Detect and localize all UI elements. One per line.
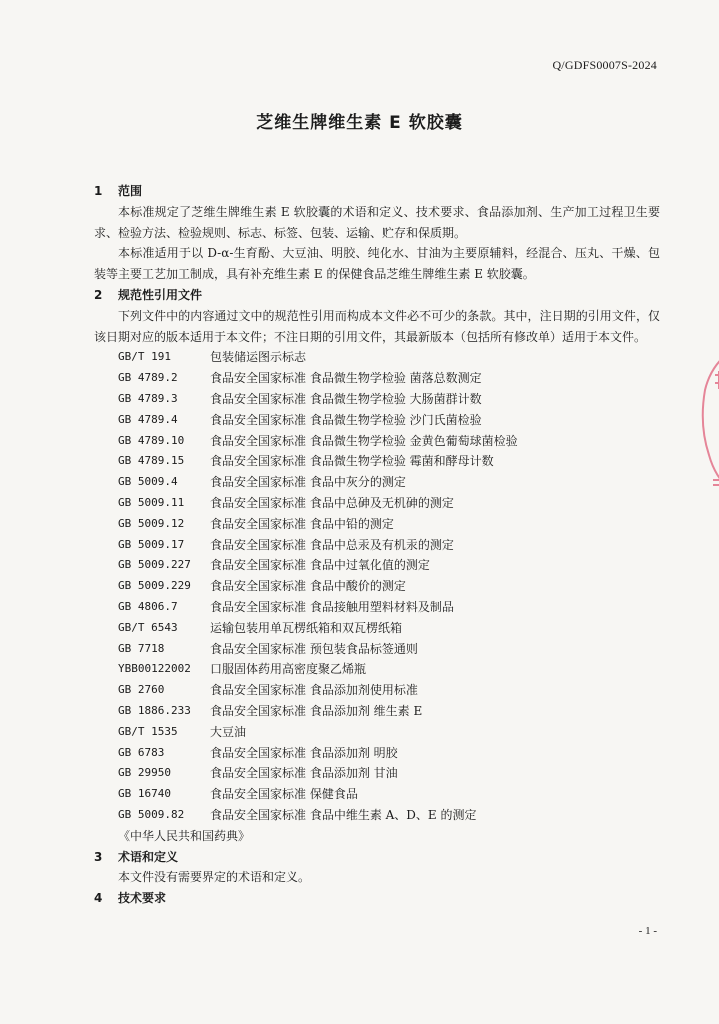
reference-name: 食品安全国家标准 食品中过氧化值的测定 [210, 558, 430, 573]
reference-code: GB 4789.10 [118, 433, 185, 447]
reference-item [94, 784, 660, 805]
reference-name: 食品安全国家标准 食品添加剂 明胶 [210, 745, 398, 760]
reference-code: GB 29950 [118, 766, 171, 780]
reference-code: GB 6783 [118, 745, 165, 759]
section-number: 4 [94, 891, 103, 906]
terms-paragraph: 本文件没有需要界定的术语和定义。 [118, 870, 311, 885]
reference-code: GB/T 191 [118, 350, 171, 364]
reference-name: 食品安全国家标准 食品微生物学检验 大肠菌群计数 [210, 391, 482, 406]
reference-code: GB 5009.4 [118, 475, 178, 489]
reference-code: GB 5009.82 [118, 807, 185, 821]
reference-code: GB 4789.2 [118, 371, 178, 385]
reference-item [94, 639, 660, 660]
reference-item [94, 535, 660, 556]
reference-code: GB 5009.17 [118, 537, 185, 551]
section-3-heading [94, 847, 660, 868]
reference-code: GB 1886.233 [118, 703, 191, 717]
seal-stamp-icon [701, 345, 719, 495]
standard-code: Q/GDFS0007S-2024 [552, 58, 657, 72]
reference-code: GB 4789.15 [118, 454, 185, 468]
section-title: 术语和定义 [118, 849, 179, 864]
references-intro-paragraph: 下列文件中的内容通过文中的规范性引用而构成本文件必不可少的条款。其中，注日期的引用文件，仅该日期对应的版本适用于本文件；不注日期的引用文件，其最新版本（包括所有修改单）适用于本文件。 [94, 308, 660, 344]
reference-name: 食品安全国家标准 食品接触用塑料材料及制品 [210, 599, 454, 614]
reference-name: 食品安全国家标准 食品微生物学检验 霉菌和酵母计数 [210, 454, 494, 469]
reference-item [94, 347, 660, 368]
document-title: 芝维生牌维生素 E 软胶囊 [256, 113, 463, 133]
reference-code: GB 7718 [118, 641, 165, 655]
reference-code: GB 5009.227 [118, 558, 191, 572]
reference-item [94, 389, 660, 410]
reference-name: 食品安全国家标准 食品添加剂 甘油 [210, 766, 398, 781]
section-1-heading [94, 181, 660, 202]
reference-name: 食品安全国家标准 食品添加剂使用标准 [210, 683, 418, 698]
reference-name: 食品安全国家标准 食品中酸价的测定 [210, 579, 406, 594]
reference-name: 运输包装用单瓦楞纸箱和双瓦楞纸箱 [210, 620, 403, 635]
reference-name: 食品安全国家标准 预包装食品标签通则 [210, 641, 418, 656]
reference-name: 大豆油 [210, 724, 247, 739]
scope-paragraph-2: 本标准适用于以 D-α-生育酚、大豆油、明胶、纯化水、甘油为主要原辅料，经混合、压丸、干燥、包装等主要工艺加工制成，具有补充维生素 E 的保健食品芝维生牌维生素 E 软胶囊。 [94, 246, 660, 282]
reference-item [94, 514, 660, 535]
reference-code: GB 5009.229 [118, 579, 191, 593]
reference-code: GB 4789.4 [118, 412, 178, 426]
reference-item [94, 763, 660, 784]
section-number: 1 [94, 184, 103, 198]
pharmacopoeia-reference: 《中华人民共和国药典》 [118, 828, 251, 843]
reference-item [94, 431, 660, 452]
reference-code: GB/T 6543 [118, 620, 178, 634]
reference-code: YBB00122002 [118, 662, 191, 676]
reference-item [94, 472, 660, 493]
reference-item [94, 722, 660, 743]
reference-code: GB 5009.11 [118, 495, 185, 509]
reference-item [94, 659, 660, 680]
reference-name: 食品安全国家标准 食品中维生素 A、D、E 的测定 [210, 807, 477, 822]
reference-name: 食品安全国家标准 食品微生物学检验 菌落总数测定 [210, 371, 482, 386]
reference-code: GB 4789.3 [118, 391, 178, 405]
reference-item [94, 410, 660, 431]
reference-item [94, 743, 660, 764]
reference-name: 食品安全国家标准 食品中铅的测定 [210, 516, 394, 531]
section-title: 规范性引用文件 [118, 287, 203, 302]
section-2-heading [94, 285, 660, 306]
reference-code: GB 5009.12 [118, 516, 185, 530]
reference-name: 食品安全国家标准 食品微生物学检验 沙门氏菌检验 [210, 412, 482, 427]
scope-paragraph-1: 本标准规定了芝维生牌维生素 E 软胶囊的术语和定义、技术要求、食品添加剂、生产加工过程卫生要求、检验方法、检验规则、标志、标签、包装、运输、贮存和保质期。 [94, 204, 660, 240]
reference-item [94, 576, 660, 597]
section-4-heading [94, 888, 660, 909]
reference-code: GB 16740 [118, 787, 171, 801]
reference-item [94, 493, 660, 514]
reference-item [94, 451, 660, 472]
reference-code: GB 4806.7 [118, 599, 178, 613]
reference-code: GB/T 1535 [118, 724, 178, 738]
reference-name: 包装储运图示标志 [210, 350, 307, 365]
reference-name: 口服固体药用高密度聚乙烯瓶 [210, 662, 367, 677]
reference-item [94, 555, 660, 576]
reference-item [94, 701, 660, 722]
reference-name: 食品安全国家标准 食品中总汞及有机汞的测定 [210, 537, 454, 552]
reference-name: 食品安全国家标准 食品中总砷及无机砷的测定 [210, 495, 454, 510]
reference-name: 食品安全国家标准 食品微生物学检验 金黄色葡萄球菌检验 [210, 433, 518, 448]
section-title: 技术要求 [118, 891, 167, 906]
document-body [94, 181, 660, 909]
reference-list [94, 347, 660, 825]
reference-item [94, 368, 660, 389]
reference-item [94, 680, 660, 701]
section-number: 3 [94, 849, 103, 864]
section-number: 2 [94, 287, 103, 302]
reference-name: 食品安全国家标准 食品添加剂 维生素 E [210, 703, 423, 718]
reference-code: GB 2760 [118, 683, 165, 697]
section-title: 范围 [118, 184, 143, 198]
reference-item [94, 618, 660, 639]
page-number: - 1 - [638, 925, 657, 937]
reference-name: 食品安全国家标准 食品中灰分的测定 [210, 475, 406, 490]
reference-name: 食品安全国家标准 保健食品 [210, 787, 358, 802]
reference-item [94, 597, 660, 618]
reference-item [94, 805, 660, 826]
